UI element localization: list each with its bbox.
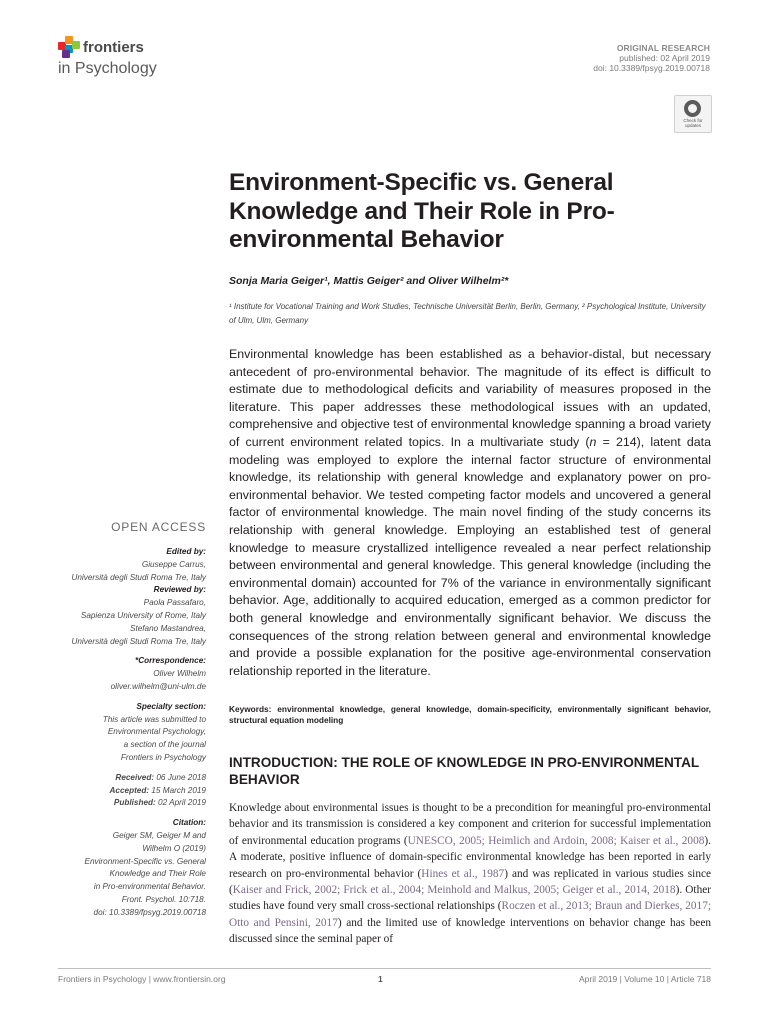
accepted-value: 15 March 2019: [149, 785, 206, 795]
article-meta: [510, 43, 710, 73]
citation-line: Environment-Specific vs. General: [84, 856, 206, 866]
logo-word-frontiers: frontiers: [83, 39, 144, 56]
intro-text: ) and was replicated in various studies since (: [229, 867, 711, 897]
keywords-label: Keywords:: [229, 704, 272, 714]
editor-affiliation: Università degli Studi Roma Tre, Italy: [71, 572, 206, 582]
citation-label: Citation:: [172, 818, 206, 828]
footer-journal-link[interactable]: Frontiers in Psychology | www.frontiersin.org: [58, 974, 226, 984]
correspondence-name: Oliver Wilhelm: [153, 669, 206, 679]
correspondence-label: *Correspondence:: [135, 656, 206, 666]
abstract-n-symbol: n: [589, 434, 597, 449]
reviewer-name: Paola Passafaro,: [143, 598, 206, 608]
received-date: [40, 772, 206, 785]
reviewer-name: Stefano Mastandrea,: [129, 623, 206, 633]
citation-link[interactable]: Kaiser and Frick, 2002; Frick et al., 2004; Meinhold and Malkus, 2005; Geiger et al., 2014, 2018: [232, 884, 676, 897]
check-for-updates-button[interactable]: [674, 95, 712, 133]
logo-mark-icon: [58, 36, 80, 58]
citation-line: in Pro-environmental Behavior.: [93, 882, 206, 892]
keywords: [229, 704, 711, 726]
abstract-text-2: = 214), latent data modeling was employed to explore the internal factor structure of environmental knowledge, its relationship with general knowledge and explanatory power on pro-environmental behavior. We tested competing factor models and uncovered a general factor of environmental knowledge. The main novel finding of the study concerns its relationship with general knowledge. Employing an established test of general knowledge to measure crystallized intelligence revealed a near perfect relationship between environmental and general knowledge. This general knowledge (including the environmental domain) accounted for 7% of the variance in environmentally significant behavior. Age, additionally to acquired education, emerged as a common predictor for both general knowledge and environmentally significant behavior. We discuss the consequences of the strong relation between general and environmental knowledge and provide a possible explanation for the positive age-environmental conservation relationship reported in the literature.: [229, 434, 711, 678]
specialty-section-label: Specialty section:: [136, 701, 206, 711]
specialty-line: Frontiers in Psychology: [120, 752, 206, 762]
reviewer-affiliation: Università degli Studi Roma Tre, Italy: [71, 636, 206, 646]
journal-logo[interactable]: [58, 34, 208, 84]
introduction-paragraph: [229, 800, 711, 948]
received-label: Received:: [115, 772, 155, 782]
abstract-text-1: Environmental knowledge has been established as a behavior-distal, but necessary antecedent of pro-environmental behavior. The magnitude of its effect is difficult to estimate due to methodological deficits and variability of measures proposed in the literature. This paper addresses these methodological issues with an updated, comprehensive and objective test of environmental knowledge spanning a broad variety of current environment related topics. In a multivariate study (: [229, 347, 711, 449]
intro-text: ) and the limited use of knowledge interventions on behavior change has been discussed since the seminal paper of: [229, 916, 711, 946]
abstract: [229, 346, 711, 680]
published-date-sidebar: [40, 797, 206, 810]
published-date: published: 02 April 2019: [619, 53, 710, 63]
correspondence-email[interactable]: oliver.wilhelm@uni-ulm.de: [110, 681, 206, 691]
reviewer-affiliation: Sapienza University of Rome, Italy: [80, 610, 206, 620]
citation-link[interactable]: Roczen et al., 2013; Braun and Dierkes, 2017; Otto and Pensini, 2017: [229, 900, 711, 929]
section-heading-introduction: INTRODUCTION: THE ROLE OF KNOWLEDGE IN PRO-ENVIRONMENTAL BEHAVIOR: [229, 755, 699, 787]
specialty-line: Environmental Psychology,: [107, 727, 206, 737]
accepted-label: Accepted:: [109, 785, 150, 795]
published-value: 02 April 2019: [155, 798, 206, 808]
article-info-sidebar: [40, 546, 206, 920]
citation-line: Front. Psychol. 10:718.: [121, 894, 206, 904]
citation-line: Knowledge and Their Role: [109, 869, 206, 879]
intro-text: ). Other studies have found very small cross-sectional relationships (: [229, 884, 711, 913]
reviewed-by-label: Reviewed by:: [153, 585, 206, 595]
accepted-date: [40, 785, 206, 798]
edited-by-label: Edited by:: [166, 547, 206, 556]
published-label: Published:: [113, 798, 156, 808]
keywords-list: environmental knowledge, general knowledge, domain-specificity, environmentally significant behavior, structural equation modeling: [229, 704, 711, 725]
citation-line: Wilhelm O (2019): [142, 843, 206, 853]
citation-link[interactable]: Hines et al., 1987: [421, 867, 505, 880]
editor-name: Giuseppe Carrus,: [141, 559, 206, 569]
check-updates-icon: [684, 100, 701, 117]
footer-issue-info: April 2019 | Volume 10 | Article 718: [579, 974, 711, 984]
logo-word-journal: in Psychology: [58, 60, 157, 77]
check-updates-label: Check for updates: [683, 118, 703, 128]
affiliations: ¹ Institute for Vocational Training and Work Studies, Technische Universität Berlin, Berlin, Germany, ² Psychological Institute, University of Ulm, Ulm, Germany: [229, 302, 706, 325]
citation-line[interactable]: doi: 10.3389/fpsyg.2019.00718: [93, 907, 206, 917]
page-number: 1: [378, 974, 383, 984]
article-type: ORIGINAL RESEARCH: [616, 43, 710, 53]
article-title: Environment-Specific vs. General Knowledge and Their Role in Pro-environmental Behavior: [229, 169, 615, 253]
received-value: 06 June 2018: [154, 772, 206, 782]
footer-divider: [58, 968, 711, 969]
intro-text: ). A moderate, positive influence of domain-specific environmental knowledge has been reported in early research on pro-environmental behavior (: [229, 834, 711, 880]
specialty-line: a section of the journal: [123, 740, 206, 750]
citation-line: Geiger SM, Geiger M and: [112, 830, 206, 840]
specialty-line: This article was submitted to: [102, 714, 206, 724]
doi[interactable]: doi: 10.3389/fpsyg.2019.00718: [593, 63, 710, 73]
author-list[interactable]: Sonja Maria Geiger¹, Mattis Geiger² and Oliver Wilhelm²*: [229, 275, 509, 287]
citation-link[interactable]: UNESCO, 2005; Heimlich and Ardoin, 2008; Kaiser et al., 2008: [407, 834, 705, 847]
intro-text: Knowledge about environmental issues is thought to be a precondition for meaningful pro-environmental behavior and its transmission is considered a key component and criterion for successful implementation of environmental education programs (: [229, 802, 711, 847]
open-access-label: OPEN ACCESS: [111, 520, 206, 534]
